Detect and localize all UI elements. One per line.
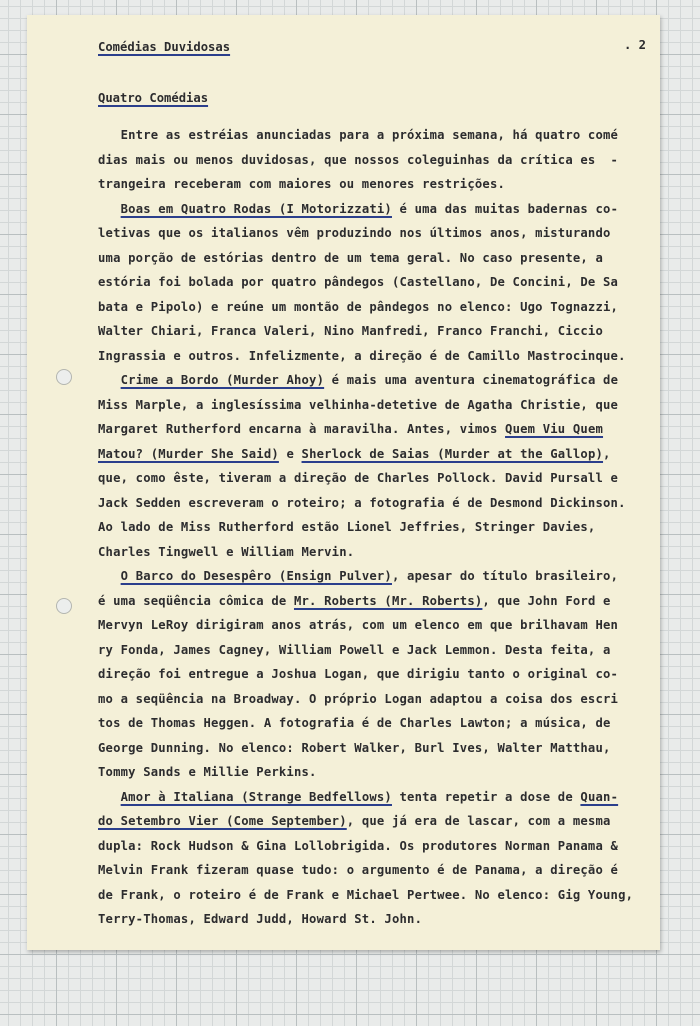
binder-hole	[56, 598, 72, 614]
text-segment: letivas que os italianos vêm produzindo nos últimos anos, misturando	[98, 226, 611, 240]
text-line	[98, 544, 354, 560]
text-segment: dias mais ou menos duvidosas, que nossos coleguinhas da crítica es -	[98, 153, 619, 167]
typewritten-page	[27, 15, 660, 950]
text-line	[98, 421, 603, 437]
text-line	[98, 176, 505, 192]
text-line	[98, 887, 633, 903]
text-segment: é uma das muitas badernas co-	[391, 202, 619, 216]
binder-hole	[56, 369, 72, 385]
text-line	[98, 617, 618, 633]
film-title: Mr. Roberts (Mr. Roberts)	[293, 594, 483, 608]
text-segment: de Frank, o roteiro é de Frank e Michael Pertwee. No elenco: Gig Young,	[98, 888, 634, 902]
text-segment: estória foi bolada por quatro pândegos (Castellano, De Concini, De Sa	[98, 275, 619, 289]
text-segment: Ao lado de Miss Rutherford estão Lionel Jeffries, Stringer Davies,	[98, 520, 596, 534]
text-line	[98, 813, 611, 829]
text-segment: Miss Marple, a inglesíssima velhinha-detetive de Agatha Christie, que	[98, 398, 619, 412]
text-segment: , que já era de lascar, com a mesma	[346, 814, 611, 828]
text-segment: Margaret Rutherford encarna à maravilha. Antes, vimos	[98, 422, 506, 436]
text-segment: ry Fonda, James Cagney, William Powell e Jack Lemmon. Desta feita, a	[98, 643, 611, 657]
text-segment: é mais uma aventura cinematográfica de	[324, 373, 619, 387]
text-line	[98, 348, 626, 364]
text-segment: Walter Chiari, Franca Valeri, Nino Manfredi, Franco Franchi, Ciccio	[98, 324, 604, 338]
text-segment	[98, 790, 121, 804]
text-segment: , que John Ford e	[482, 594, 611, 608]
page-number: . 2	[624, 38, 647, 52]
text-segment: uma porção de estórias dentro de um tema geral. No caso presente, a	[98, 251, 604, 265]
text-line	[98, 470, 618, 486]
text-line	[98, 764, 317, 780]
text-line	[98, 299, 618, 315]
text-line	[98, 372, 618, 388]
text-line	[98, 740, 611, 756]
text-segment: Tommy Sands e Millie Perkins.	[98, 765, 317, 779]
text-segment: bata e Pipolo) e reúne um montão de pândegos no elenco: Ugo Tognazzi,	[98, 300, 619, 314]
text-line	[98, 593, 611, 609]
film-title: Boas em Quatro Rodas (I Motorizzati)	[120, 202, 392, 216]
film-title: Sherlock de Saias (Murder at the Gallop)	[301, 447, 604, 461]
text-line	[98, 397, 618, 413]
text-segment	[98, 202, 121, 216]
text-segment: Melvin Frank fizeram quase tudo: o argumento é de Panama, a direção é	[98, 863, 619, 877]
text-segment: é uma seqüência cômica de	[98, 594, 294, 608]
text-segment: , apesar do título brasileiro,	[391, 569, 619, 583]
text-line	[98, 495, 626, 511]
text-segment: Charles Tingwell e William Mervin.	[98, 545, 355, 559]
text-line	[98, 274, 618, 290]
film-title: Crime a Bordo (Murder Ahoy)	[120, 373, 325, 387]
film-title: do Setembro Vier (Come September)	[98, 814, 347, 828]
text-segment: tenta repetir a dose de	[391, 790, 581, 804]
text-segment: trangeira receberam com maiores ou menores restrições.	[98, 177, 506, 191]
film-title: Amor à Italiana (Strange Bedfellows)	[120, 790, 392, 804]
film-title: Quem Viu Quem	[505, 422, 604, 436]
text-line	[98, 789, 618, 805]
running-head: Comédias Duvidosas	[98, 40, 231, 54]
text-line	[98, 250, 603, 266]
film-title: Quan-	[580, 790, 619, 804]
text-segment: Jack Sedden escreveram o roteiro; a fotografia é de Desmond Dickinson.	[98, 496, 626, 510]
film-title: O Barco do Desespêro (Ensign Pulver)	[120, 569, 392, 583]
text-segment: e	[278, 447, 302, 461]
section-title: Quatro Comédias	[98, 91, 209, 105]
text-segment: direção foi entregue a Joshua Logan, que dirigiu tanto o original co-	[98, 667, 619, 681]
text-line	[98, 323, 603, 339]
text-segment	[98, 373, 121, 387]
text-segment: tos de Thomas Heggen. A fotografia é de Charles Lawton; a música, de	[98, 716, 611, 730]
text-segment: dupla: Rock Hudson & Gina Lollobrigida. Os produtores Norman Panama &	[98, 839, 619, 853]
text-segment: Mervyn LeRoy dirigiram anos atrás, com um elenco em que brilhavam Hen	[98, 618, 619, 632]
text-line	[98, 568, 618, 584]
text-segment: que, como êste, tiveram a direção de Charles Pollock. David Pursall e	[98, 471, 619, 485]
text-line	[98, 642, 611, 658]
text-line	[98, 715, 611, 731]
text-line	[98, 862, 618, 878]
text-segment: mo a seqüência na Broadway. O próprio Logan adaptou a coisa dos escri	[98, 692, 619, 706]
text-segment	[98, 569, 121, 583]
film-title: Matou? (Murder She Said)	[98, 447, 279, 461]
text-line	[98, 666, 618, 682]
text-line	[98, 911, 422, 927]
text-segment: Terry-Thomas, Edward Judd, Howard St. John.	[98, 912, 423, 926]
text-segment: Entre as estréias anunciadas para a próxima semana, há quatro comé	[98, 128, 619, 142]
text-line	[98, 691, 618, 707]
text-line	[98, 519, 595, 535]
text-segment: George Dunning. No elenco: Robert Walker, Burl Ives, Walter Matthau,	[98, 741, 611, 755]
text-line	[98, 225, 611, 241]
text-segment: ,	[603, 447, 611, 461]
text-line	[98, 201, 618, 217]
text-line	[98, 127, 618, 143]
text-line	[98, 152, 618, 168]
text-line	[98, 446, 611, 462]
text-line	[98, 838, 618, 854]
text-segment: Ingrassia e outros. Infelizmente, a direção é de Camillo Mastrocinque.	[98, 349, 626, 363]
